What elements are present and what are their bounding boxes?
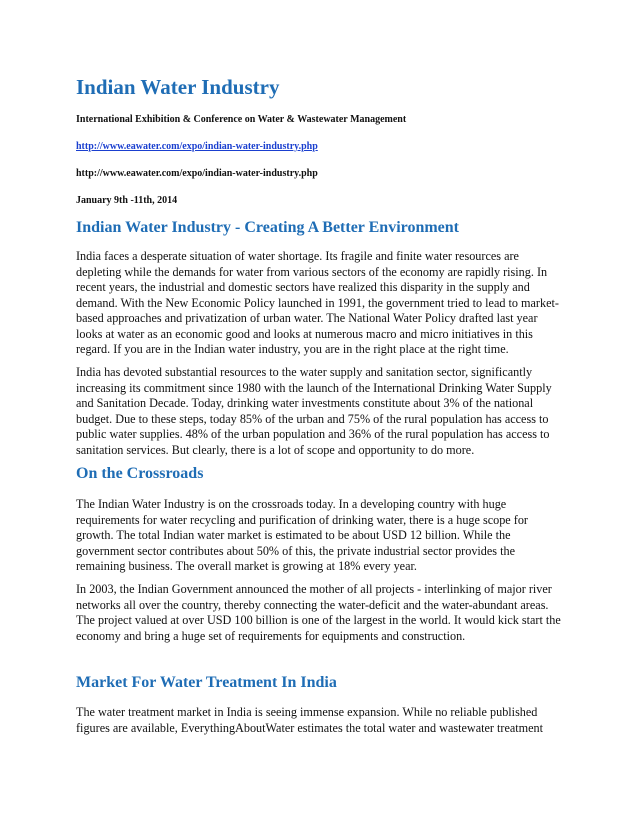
paragraph-water-treatment-market: The water treatment market in India is seeing immense expansion. While no reliable published figures are available, EverythingAboutWater estimates the total water and wastewater treatment <box>76 705 544 735</box>
page-title: Indian Water Industry <box>76 75 280 99</box>
event-subtitle: International Exhibition & Conference on Water & Wastewater Management <box>76 114 407 125</box>
event-url-text: http://www.eawater.com/expo/indian-water-industry.php <box>76 168 318 179</box>
paragraph-water-supply-investment: India has devoted substantial resources to the water supply and sanitation sector, significantly increasing its commitment since 1980 with the launch of the International Drinking Water Supply and Sanitation Decade. Today, drinking water investments constitute about 3% of the national budget. Due to these steps, today 85% of the urban and 75% of the rural population has access to public water supplies. 48% of the urban population and 36% of the rural population has access to sanitation services. But clearly, there is a lot of scope and opportunity to do more. <box>76 365 552 457</box>
event-link[interactable]: http://www.eawater.com/expo/indian-water-industry.php <box>76 141 318 152</box>
paragraph-crossroads: The Indian Water Industry is on the crossroads today. In a developing country with huge requirements for water recycling and purification of drinking water, there is a huge scope for growth. The total Indian water market is estimated to be about USD 12 billion. While the government sector contributes about 50% of this, the private industrial sector provides the remaining business. The overall market is growing at 18% every year. <box>76 497 528 573</box>
event-dates: January 9th -11th, 2014 <box>76 195 178 206</box>
paragraph-river-interlinking: In 2003, the Indian Government announced the mother of all projects - interlinking of major river networks all over the country, thereby connecting the water-deficit and the water-abundant areas. The project valued at over USD 100 billion is one of the largest in the world. It would kick start the economy and bring a huge set of requirements for equipments and construction. <box>76 582 561 643</box>
event-link-line <box>76 141 318 152</box>
paragraph-water-shortage: India faces a desperate situation of water shortage. Its fragile and finite water resources are depleting while the demands for water from various sectors of the economy are rapidly rising. In recent years, the industrial and domestic sectors have realized this disparity in the supply and demand. With the New Economic Policy launched in 1991, the government tried to lead to market-based approaches and privatization of urban water. The National Water Policy drafted last year looks at water as an economic good and looks at numerous macro and micro initiatives in this regard. If you are in the Indian water industry, you are in the right place at the right time. <box>76 249 559 356</box>
section-heading-environment: Indian Water Industry - Creating A Better Environment <box>76 219 459 236</box>
section-heading-crossroads: On the Crossroads <box>76 465 204 482</box>
section-heading-market: Market For Water Treatment In India <box>76 674 337 691</box>
